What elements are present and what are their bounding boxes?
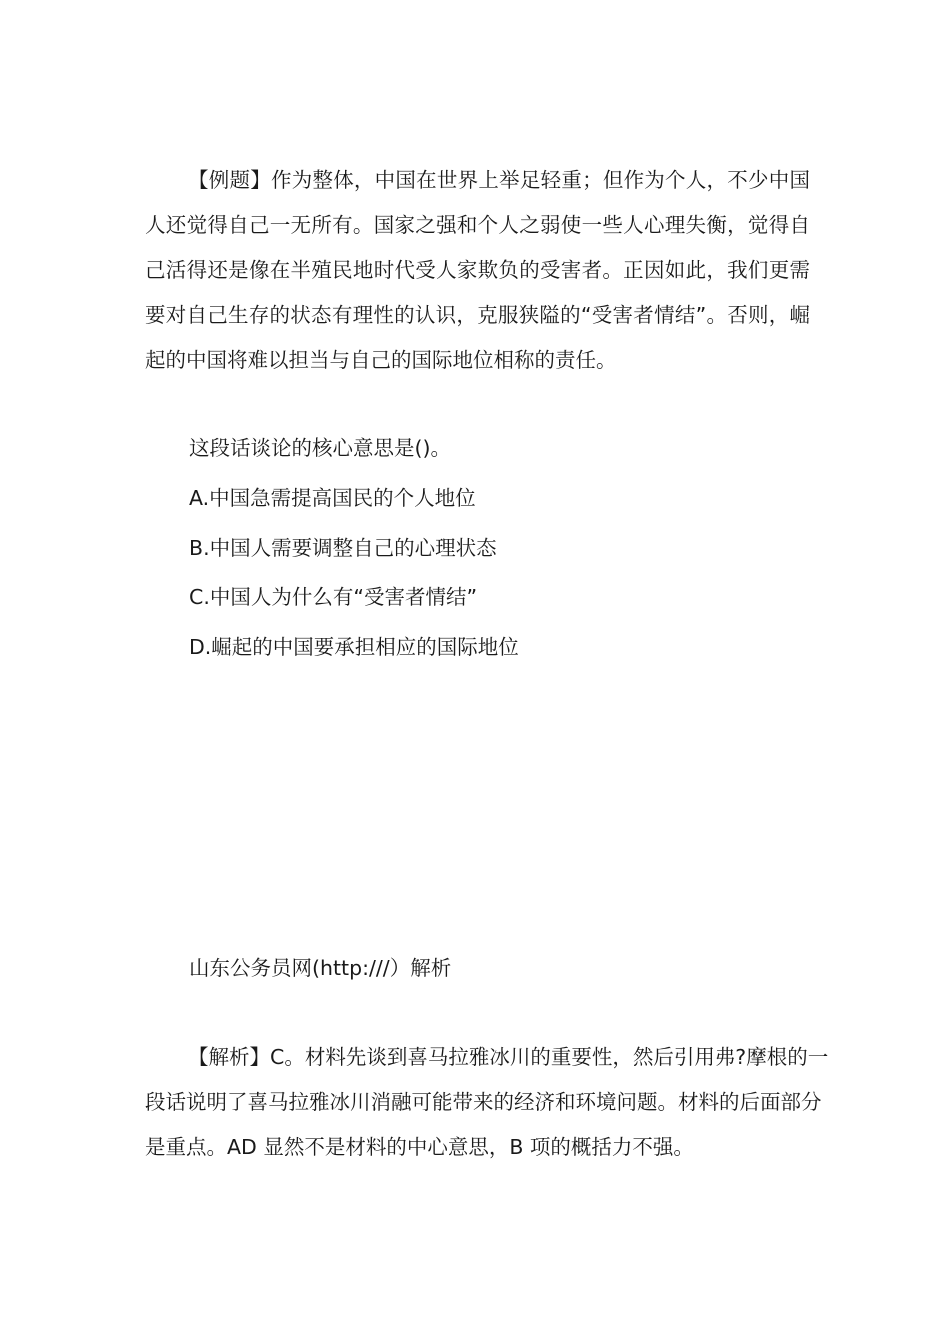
option-a: A.中国急需提高国民的个人地位: [189, 486, 476, 510]
analysis-paragraph: 【解析】C。材料先谈到喜马拉雅冰川的重要性，然后引用弗?摩根的一段话说明了喜马拉雅冰川消融可能带来的经济和环境问题。材料的后面部分是重点。AD 显然不是材料的中心意思，B 项的概括力不强。: [145, 1045, 829, 1159]
question-passage: 【例题】作为整体，中国在世界上举足轻重；但作为个人，不少中国人还觉得自己一无所有。国家之强和个人之弱使一些人心理失衡，觉得自己活得还是像在半殖民地时代受人家欺负的受害者。正因如此，我们更需要对自己生存的状态有理性的认识，克服狭隘的“受害者情结”。否则，崛起的中国将难以担当与自己的国际地位相称的责任。: [145, 168, 810, 372]
option-b: B.中国人需要调整自己的心理状态: [189, 536, 497, 560]
question-prompt: 这段话谈论的核心意思是()。: [189, 436, 451, 460]
option-d: D.崛起的中国要承担相应的国际地位: [189, 635, 519, 659]
source-line: 山东公务员网(http:///）解析: [189, 956, 452, 980]
option-c: C.中国人为什么有“受害者情结”: [189, 585, 478, 609]
